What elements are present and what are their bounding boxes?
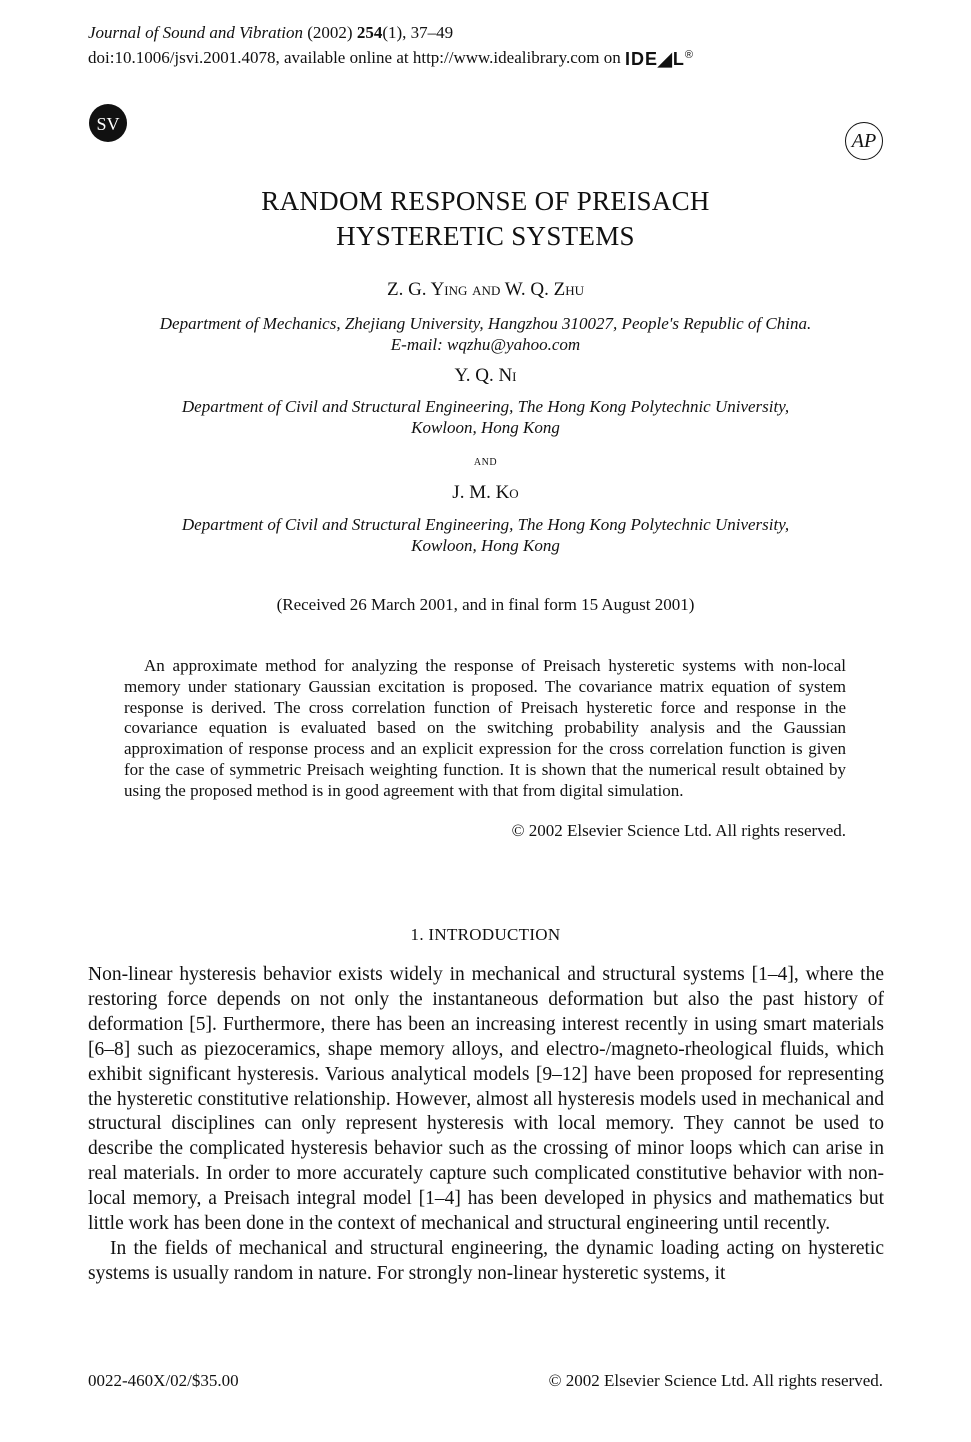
affiliation-3 (0, 514, 971, 556)
journal-header (88, 22, 694, 70)
sv-logo-icon: SV (89, 104, 127, 142)
ap-logo-icon: AP (845, 122, 883, 160)
author-and: and (473, 454, 498, 469)
journal-year: (2002) (303, 23, 357, 42)
author-group-2: Y. Q. Ni (454, 365, 517, 386)
journal-name: Journal of Sound and Vibration (88, 23, 304, 42)
doi-line: doi:10.1006/jsvi.2001.4078, available online at http://www.idealibrary.com on (88, 48, 625, 67)
affiliation-2-line-2: Kowloon, Hong Kong (411, 418, 560, 437)
title-line-2: HYSTERETIC SYSTEMS (336, 221, 635, 251)
received-dates: (Received 26 March 2001, and in final form 15 August 2001) (276, 595, 695, 614)
author-group-1: Z. G. Ying and W. Q. Zhu (386, 279, 585, 300)
affiliation-3-line-2: Kowloon, Hong Kong (411, 536, 560, 555)
doi-line-container (88, 44, 694, 70)
section-heading: 1. INTRODUCTION (410, 925, 561, 944)
journal-volume: 254 (356, 23, 383, 42)
body-text (88, 963, 884, 1287)
body-paragraph-1: Non-linear hysteresis behavior exists widely in mechanical and structural systems [1–4], where the restoring force depends on not only the instantaneous deformation but also the past history of deformation [5]. Furthermore, there has been an increasing interest recently in using smart materials [6–8] such as piezoceramics, shape memory alloys, and electro-/magneto-rheological fluids, which exhibit significant hysteresis. Various analytical models [9–12] have been proposed for representing the hysteretic constitutive relationship. However, almost all hysteresis models used in mechanical and structural disciplines can only represent hysteresis with local memory. They cannot be used to describe the complicated hysteresis behavior such as the crossing of minor loops which can arise in real materials. In order to more accurately capture such complicated constitutive behavior with non-local memory, a Preisach integral model [1–4] has been developed in physics and mathematics but little work has been done in the context of mechanical and structural engineering until recently. (88, 964, 884, 1235)
ideal-logo-text: IDE◢L (624, 49, 685, 69)
footer-copyright: © 2002 Elsevier Science Ltd. All rights reserved. (548, 1371, 883, 1390)
affiliation-1 (0, 313, 971, 355)
body-paragraph-2: In the fields of mechanical and structural engineering, the dynamic loading acting on hysteretic systems is usually random in nature. For strongly non-linear hysteretic systems, it (88, 1237, 884, 1284)
affiliation-2-line-1: Department of Civil and Structural Engineering, The Hong Kong Polytechnic University, (181, 397, 790, 416)
paper-title (0, 184, 971, 254)
author-group-3: J. M. Ko (452, 482, 519, 503)
affiliation-3-line-1: Department of Civil and Structural Engineering, The Hong Kong Polytechnic University, (181, 515, 790, 534)
abstract-copyright: © 2002 Elsevier Science Ltd. All rights reserved. (511, 821, 846, 840)
abstract: An approximate method for analyzing the response of Preisach hysteretic systems with non-local memory under stationary Gaussian excitation is proposed. The covariance matrix equation of system response is derived. The cross correlation function of Preisach hysteretic force and response in the covariance equation is evaluated based on the switching probability analysis and the Gaussian approximation of response process and an explicit expression for the cross correlation function is given for the case of symmetric Preisach weighting function. It is shown that the numerical result obtained by using the proposed method is in good agreement with that from digital simulation. (124, 656, 846, 800)
ideal-reg-mark: ® (684, 49, 694, 61)
ideal-logo (625, 44, 694, 70)
affiliation-2 (0, 396, 971, 438)
title-line-1: RANDOM RESPONSE OF PREISACH (261, 186, 710, 216)
journal-citation (88, 22, 694, 44)
affiliation-1-line-2: E-mail: wqzhu@yahoo.com (390, 335, 581, 354)
journal-pages: (1), 37–49 (382, 23, 454, 42)
affiliation-1-line-1: Department of Mechanics, Zhejiang University, Hangzhou 310027, People's Republic of China. (159, 314, 812, 333)
footer-issn: 0022-460X/02/$35.00 (88, 1371, 239, 1390)
